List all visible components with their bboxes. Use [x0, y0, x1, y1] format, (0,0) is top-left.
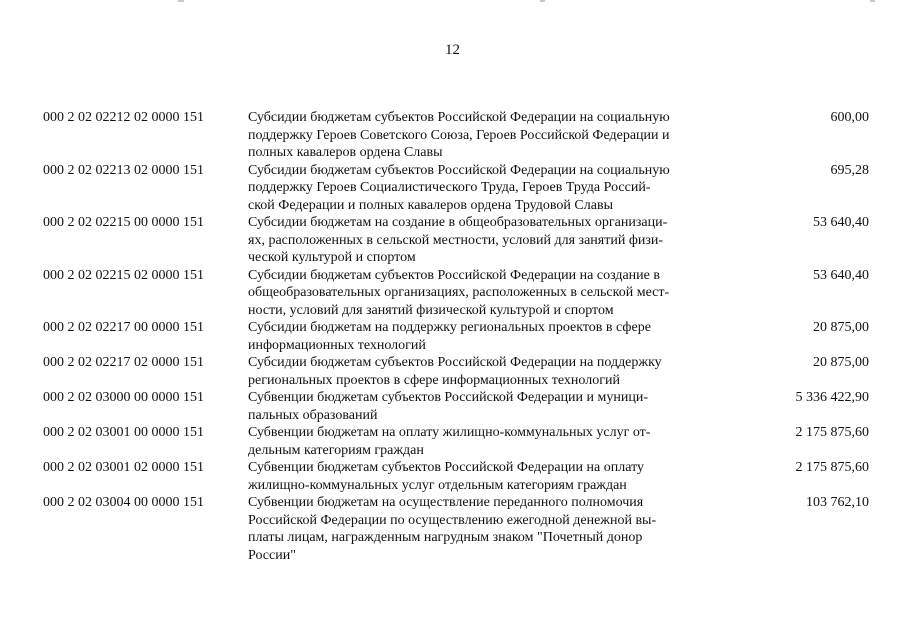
row-amount: 53 640,40	[813, 215, 869, 230]
row-description: Субсидии бюджетам субъектов Российской Федерации на социальную поддержку Героев Советского Союза, Героев Российской Федерации и полных кавалеров ордена Славы	[248, 110, 670, 160]
budget-code: 000 2 02 03001 02 0000 151	[43, 460, 204, 475]
table-row	[43, 424, 873, 459]
table-row	[43, 109, 873, 162]
row-description: Субвенции бюджетам на осуществление переданного полномочия Российской Федерации по осуществлению ежегодной денежной вы- платы лицам, награжденным нагрудным знаком "Почетный донор России"	[248, 495, 657, 563]
row-description: Субсидии бюджетам субъектов Российской Федерации на создание в общеобразовательных организациях, расположенных в сельской мест- ности, условий для занятий физической культурой и спортом	[248, 267, 670, 318]
row-description: Субсидии бюджетам на поддержку региональных проектов в сфере информационных технологий	[248, 320, 651, 353]
budget-code: 000 2 02 02215 00 0000 151	[43, 215, 204, 230]
scan-edge-mark	[178, 0, 184, 2]
row-amount: 20 875,00	[813, 320, 869, 335]
table-row	[43, 494, 873, 564]
table-row	[43, 319, 873, 354]
row-amount: 5 336 422,90	[795, 390, 869, 405]
budget-code: 000 2 02 03000 00 0000 151	[43, 390, 204, 405]
row-amount: 53 640,40	[813, 267, 869, 283]
scan-edge-mark	[870, 0, 875, 2]
row-description: Субсидии бюджетам на создание в общеобразовательных организаци- ях, расположенных в сельской местности, условий для занятий физи- ческой культурой и спортом	[248, 215, 668, 265]
table-row	[43, 267, 873, 320]
budget-code: 000 2 02 02217 00 0000 151	[43, 320, 204, 335]
row-description: Субвенции бюджетам на оплату жилищно-коммунальных услуг от- дельным категориям граждан	[248, 425, 651, 458]
budget-code: 000 2 02 02213 02 0000 151	[43, 162, 204, 178]
table-row	[43, 389, 873, 424]
budget-code: 000 2 02 03001 00 0000 151	[43, 425, 204, 440]
page-number: 12	[445, 42, 460, 58]
table-row	[43, 214, 873, 267]
row-description: Субсидии бюджетам субъектов Российской Федерации на поддержку региональных проектов в сфере информационных технологий	[248, 355, 662, 388]
row-amount: 695,28	[830, 162, 869, 178]
budget-code: 000 2 02 02212 02 0000 151	[43, 110, 204, 125]
row-amount: 600,00	[830, 110, 869, 125]
budget-code: 000 2 02 02217 02 0000 151	[43, 355, 204, 370]
row-amount: 2 175 875,60	[795, 460, 869, 475]
table-row	[43, 459, 873, 494]
budget-code: 000 2 02 03004 00 0000 151	[43, 495, 204, 510]
scan-edge-mark	[540, 0, 545, 2]
row-description: Субсидии бюджетам субъектов Российской Федерации на социальную поддержку Героев Социалистического Труда, Героев Труда Россий- ской Федерации и полных кавалеров ордена Трудовой Славы	[248, 162, 670, 213]
budget-code: 000 2 02 02215 02 0000 151	[43, 267, 204, 283]
row-amount: 103 762,10	[806, 495, 869, 510]
row-amount: 2 175 875,60	[795, 425, 869, 440]
budget-table	[43, 109, 873, 564]
table-row	[43, 162, 873, 215]
row-description: Субвенции бюджетам субъектов Российской Федерации на оплату жилищно-коммунальных услуг отдельным категориям граждан	[248, 460, 645, 493]
row-description: Субвенции бюджетам субъектов Российской Федерации и муници- пальных образований	[248, 390, 649, 423]
table-row	[43, 354, 873, 389]
row-amount: 20 875,00	[813, 355, 869, 370]
